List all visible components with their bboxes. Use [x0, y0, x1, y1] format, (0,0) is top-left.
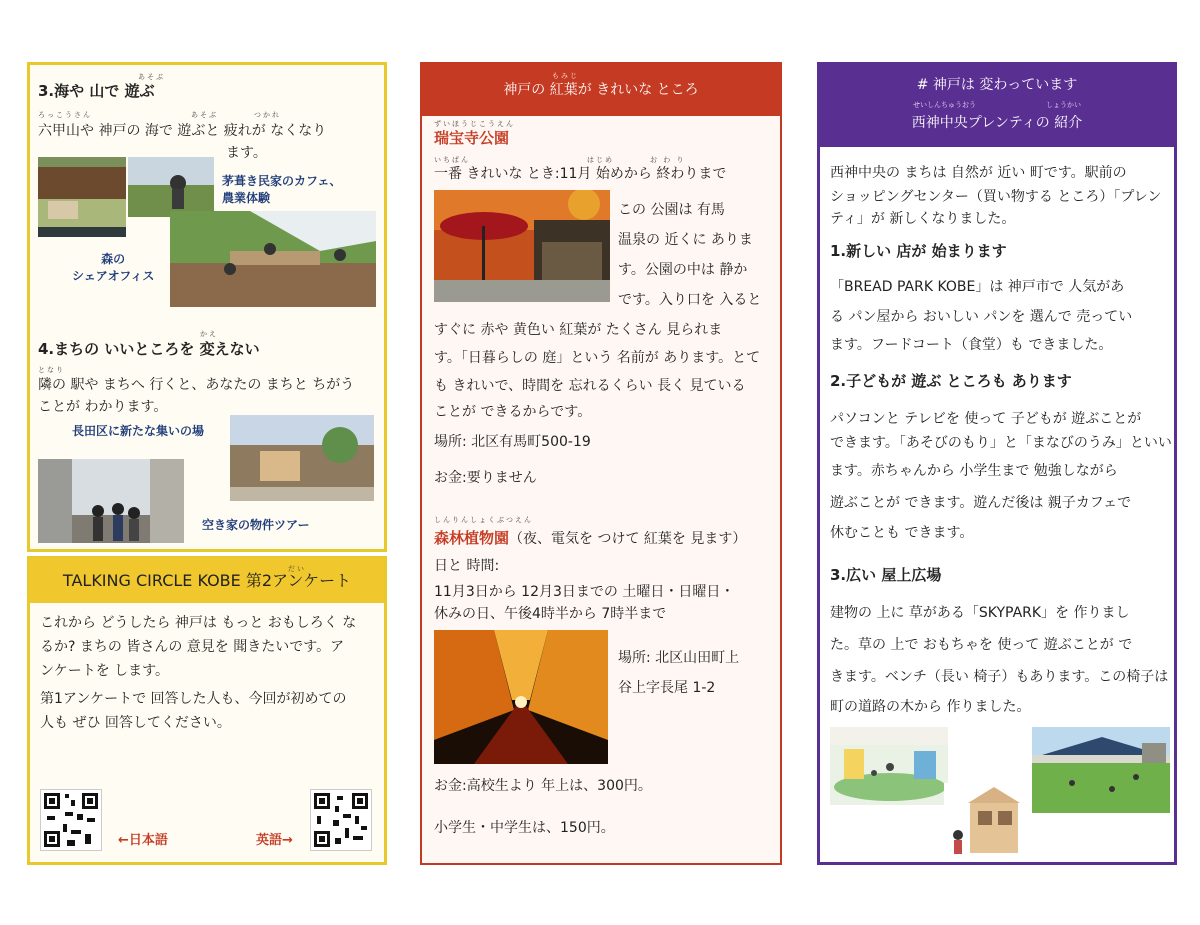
qr-code-japanese[interactable] [40, 789, 102, 851]
body-text: 11月3日から 12月3日までの 土曜日・日曜日・ [434, 584, 735, 600]
body-text: る パン屋から おいしい パンを 選んで 売ってい [830, 309, 1133, 325]
body-text: ます。フードコート（食堂）も できました。 [830, 337, 1113, 353]
autumn-title: 神戸の 紅葉が きれいな ところ [503, 82, 699, 98]
nagata-photo [230, 415, 374, 501]
seishin-title-2: 西神中央プレンティの 紹介 [911, 115, 1083, 131]
section-heading-sea-mountain: 3.海や 山で 遊ぶ [38, 82, 155, 100]
caption-nagata: 長田区に新たな集いの場 [72, 424, 205, 438]
body-text: ます。赤ちゃんから 小学生まで 勉強しながら [830, 463, 1118, 479]
shinrin-fee-child: 小学生・中学生は、150円。 [434, 820, 615, 836]
kids-area-render [830, 727, 948, 805]
body-text: です。入り口を 入ると [618, 292, 762, 308]
body-text: るか? まちの 皆さんの 意見を 聞きたいです。ア [40, 639, 345, 655]
skypark-render [1032, 727, 1170, 813]
autumn-title-bar [422, 64, 780, 116]
body-text: ことが わかります。 [38, 399, 168, 415]
body-text: た。草の 上で おもちゃを 使って 遊ぶことが で [830, 637, 1133, 653]
ruby: あそぶ [138, 73, 165, 81]
play-house-render [944, 783, 1032, 857]
body-text: 町の道路の木から 作りました。 [830, 699, 1031, 715]
survey-title-bar [30, 559, 384, 603]
body-text: ことが できるからです。 [434, 404, 592, 420]
qr-code-english[interactable] [310, 789, 372, 851]
body-text: 温泉の 近くに ありま [618, 232, 753, 248]
panel-lifestyle [27, 62, 387, 552]
body-text: 建物の 上に 草がある「SKYPARK」を 作りまし [830, 605, 1130, 621]
panel-survey [27, 556, 387, 865]
body-text: パソコンと テレビを 使って 子どもが 遊ぶことが [830, 411, 1142, 427]
shinrin-park-name: 森林植物園 [434, 529, 510, 547]
section-heading-kids-area: 2.子どもが 遊ぶ ところも あります [830, 372, 1072, 390]
body-text: 休むことも できます。 [830, 525, 974, 541]
body-text: す。「日暮らしの 庭」という 名前が あります。とて [434, 350, 761, 366]
ruby: いちばん はじめ お わ り [434, 156, 686, 164]
shinrin-subtitle: （夜、電気を つけて 紅葉を 見ます） [509, 531, 747, 547]
seishin-title-bar [820, 65, 1174, 147]
body-text: ショッピングセンター（買い物する ところ）「プレン [830, 189, 1162, 205]
body-text: 第1アンケートで 回答した人も、今回が初めての [40, 691, 347, 707]
town-tour-photo [38, 459, 184, 543]
body-text: 遊ぶことが できます。遊んだ後は 親子カフェで [830, 495, 1132, 511]
body-text: すぐに 赤や 黄色い 紅葉が たくさん 見られま [434, 322, 723, 338]
section-heading-rooftop: 3.広い 屋上広場 [830, 566, 942, 584]
survey-title: TALKING CIRCLE KOBE 第2アンケート [62, 571, 352, 590]
body-text: これから どうしたら 神戸は もっと おもしろく な [40, 615, 357, 631]
ruby: かえ [200, 330, 218, 338]
shinrin-fee-adult: お金:高校生より 年上は、300円。 [434, 778, 652, 794]
shinrin-address-1: 場所: 北区山田町上 [618, 650, 740, 666]
section-heading-new-shops: 1.新しい 店が 始まります [830, 242, 1007, 260]
shinrin-address-2: 谷上字長尾 1-2 [618, 680, 716, 696]
body-text: この 公園は 有馬 [618, 202, 725, 218]
shinrin-illumination-photo [434, 630, 608, 764]
zuihoji-park-heading: 瑞宝寺公園 [434, 129, 510, 147]
seishin-title-1: # 神戸は 変わっています [916, 77, 1078, 93]
ruby: もみじ [552, 72, 579, 80]
body-text: できます。「あそびのもり」と「まなびのうみ」といい [830, 435, 1172, 451]
body-text: す。公園の中は 静か [618, 262, 748, 278]
ruby: だい [288, 565, 306, 573]
shinrin-heading [434, 526, 746, 552]
body-text: 一番 きれいな とき:11月 始めから 終わりまで [434, 166, 727, 182]
share-office-photo [170, 211, 376, 307]
qr-label-english: 英語→ [256, 833, 293, 848]
caption-share-office: 森の シェアオフィス [72, 252, 155, 283]
ruby: ずいほうじこうえん [434, 120, 515, 128]
ruby: ろっこうさん あそぶ つかれ [38, 111, 281, 119]
zuihoji-fee: お金:要りません [434, 470, 537, 486]
zuihoji-park-photo [434, 190, 610, 302]
body-text: ます。 [226, 145, 267, 161]
body-text: きます。ベンチ（長い 椅子）もあります。この椅子は [830, 669, 1169, 685]
qr-label-japanese: ←日本語 [118, 833, 168, 848]
panel-autumn-leaves [420, 62, 782, 865]
body-text: 六甲山や 神戸の 海で 遊ぶと 疲れが なくなり [38, 123, 327, 139]
caption-vacant-house-tour: 空き家の物件ツアー [202, 518, 310, 532]
panel-seishin-chuo [817, 62, 1177, 865]
farmhouse-photo [38, 157, 126, 237]
body-text: ティ」が 新しくなりました。 [830, 211, 1016, 227]
ruby: せいしんちゅうおう しょうかい [913, 101, 1081, 109]
body-text: ンケートを します。 [40, 663, 170, 679]
body-text: 人も ぜひ 回答してください。 [40, 715, 231, 731]
section-heading-keep-town: 4.まちの いいところを 変えない [38, 340, 260, 358]
caption-farm-cafe: 茅葺き民家のカフェ、 農業体験 [222, 174, 342, 205]
zuihoji-address: 場所: 北区有馬町500-19 [434, 434, 591, 450]
ruby: しんりんしょくぶつえん [434, 516, 533, 524]
body-text: 日と 時間: [434, 558, 500, 574]
body-text: 「BREAD PARK KOBE」は 神戸市で 人気があ [830, 279, 1125, 295]
farming-photo [128, 157, 214, 217]
body-text: 休みの日、午後4時半から 7時半まで [434, 606, 667, 622]
body-text: 隣の 駅や まちへ 行くと、あなたの まちと ちがう [38, 377, 355, 393]
body-text: も きれいで、時間を 忘れるくらい 長く 見ている [434, 378, 746, 394]
body-text: 西神中央の まちは 自然が 近い 町です。駅前の [830, 165, 1127, 181]
ruby: となり [38, 366, 65, 374]
